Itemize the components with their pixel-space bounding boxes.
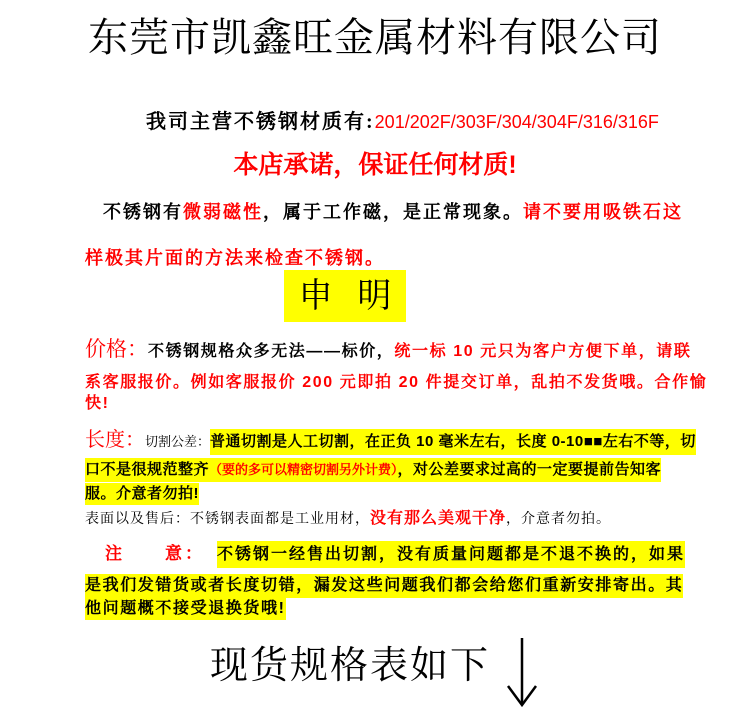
surface-line [85,507,611,530]
length-label: 长度： [85,429,145,451]
notice-highlight-3: 他问题概不接受退换货哦! [85,598,286,620]
notice-highlight-2: 是我们发错货或者长度切错，漏发这些问题我们都会给您们重新安排寄出。其 [85,574,683,598]
length-sublabel: 切割公差： [145,434,211,449]
magnetism-notice-line-1 [103,201,683,223]
notice-label: 注 意： [105,544,205,563]
materials-label: 我司主营不锈钢材质有: [146,111,375,133]
surface-red: 没有那么美观干净 [370,510,507,527]
length-line-3 [85,483,199,505]
price-red-3: 快! [85,395,110,412]
magnetism-warning-1: 请不要用吸铁石这 [523,202,683,222]
length-line-2-end: ，对公差要求过高的一定要提前告知客 [397,461,662,478]
price-label: 价格： [85,338,148,361]
quality-promise: 本店承诺，保证任何材质! [233,151,517,179]
magnetism-intro: 不锈钢有 [103,202,183,222]
company-title: 东莞市凯鑫旺金属材料有限公司 [88,15,662,61]
stock-table-heading: 现货规格表如下 [210,643,491,687]
length-line-2-start: 口不是很规范整齐 [85,461,210,478]
down-arrow-icon [500,636,544,708]
notice-line-2 [85,574,683,598]
notice-line-1 [105,540,685,568]
magnetism-warning-2: 样极其片面的方法来检查不锈钢。 [85,248,385,268]
surface-text: 不锈钢表面都是工业用材， [190,510,370,526]
price-line-1 [85,338,692,364]
length-highlight-1: 普通切割是人工切割，在正负 10 毫米左右，长度 0-10■■左右不等，切 [210,429,696,455]
declaration-title: 申 明 [284,270,406,322]
price-text: 不锈钢规格众多无法——标价， [148,343,395,360]
materials-line [146,110,659,136]
price-red-2: 系客服报价。例如客服报价 200 元即拍 20 件提交订单，乱拍不发货哦。合作愉 [85,374,708,391]
length-line-2 [85,458,661,482]
magnetism-explanation: ，属于工作磁，是正常现象。 [263,202,523,222]
magnetism-keyword: 微弱磁性 [183,202,263,222]
surface-end: ，介意者勿拍。 [506,510,612,526]
length-line-2-red: （要的多可以精密切割另外计费） [209,462,398,477]
length-highlight-3: 服。介意者勿拍! [85,483,199,505]
materials-grades: 201/202F/303F/304/304F/316/316F [374,112,659,132]
length-highlight-2 [85,458,661,482]
length-line-1 [85,427,696,455]
notice-line-3 [85,598,286,620]
price-red-1: 统一标 10 元只为客户方便下单，请联 [394,343,692,360]
surface-label: 表面以及售后： [85,510,190,526]
notice-highlight-1: 不锈钢一经售出切割，没有质量问题都是不退不换的，如果 [217,541,685,568]
